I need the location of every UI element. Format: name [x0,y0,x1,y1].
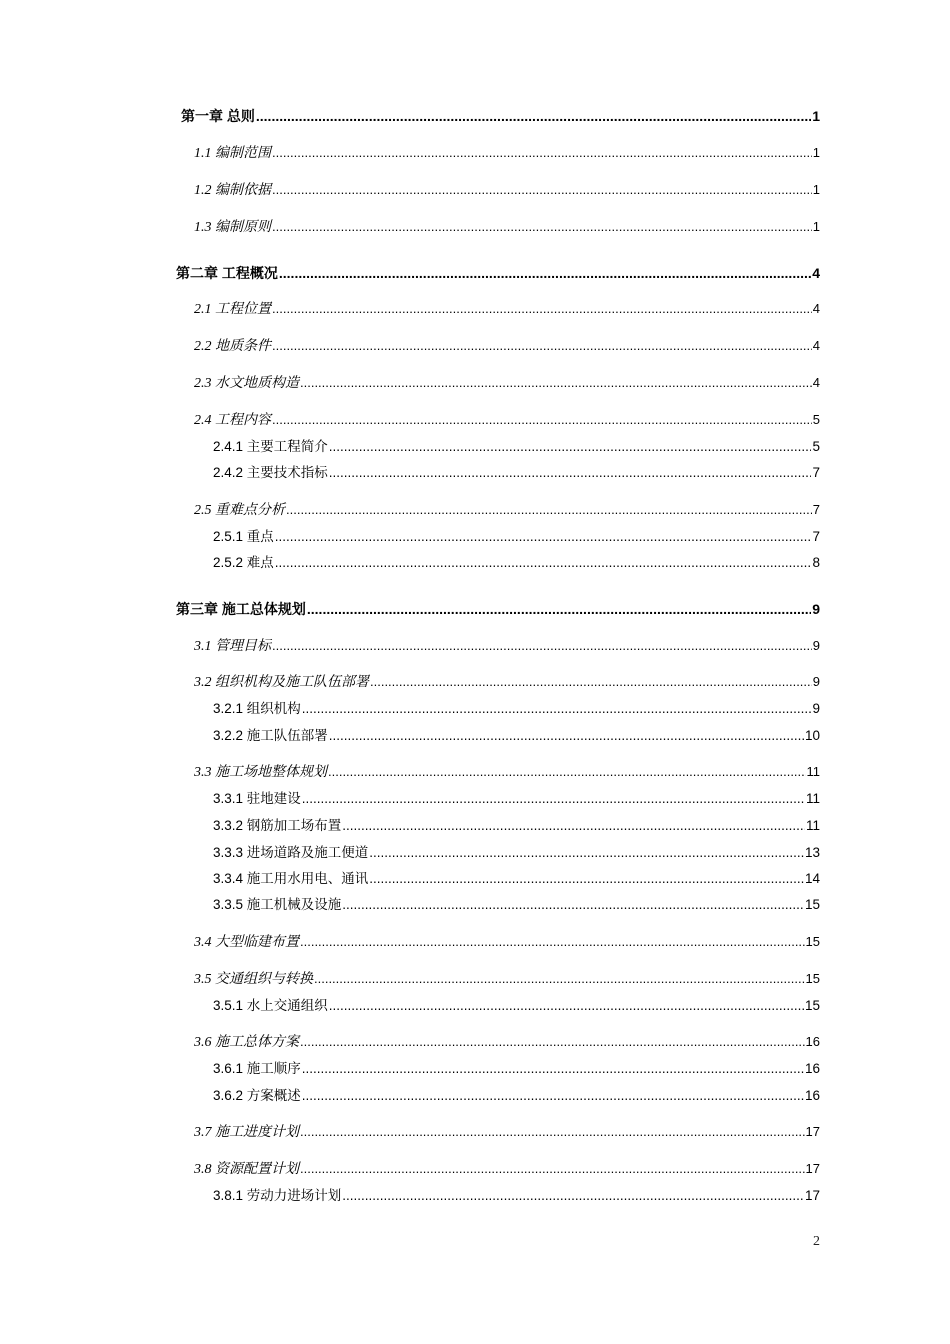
dot-leader [342,816,805,836]
toc-section[interactable] [194,180,820,200]
toc-page-number: 11 [805,791,820,806]
toc-title: 3.3.3 进场道路及施工便道 [213,845,369,860]
toc-page-number: 13 [804,845,820,860]
dot-leader [272,336,812,356]
toc-subsection[interactable] [213,437,820,457]
toc-subsection[interactable] [213,789,820,809]
toc-title: 2.3 水文地质构造 [194,376,299,391]
toc-page-number: 4 [812,375,820,390]
toc-section[interactable] [194,932,820,952]
toc-page-number: 9 [812,601,820,617]
dot-leader [329,463,812,483]
toc-section[interactable] [194,636,820,656]
toc-title: 3.4 大型临建布置 [194,935,299,950]
dot-leader [275,527,812,547]
toc-section[interactable] [194,762,820,782]
toc-title: 第一章 总则 [181,108,255,124]
toc-subsection[interactable] [213,726,820,746]
dot-leader [272,143,812,163]
dot-leader [369,869,804,889]
toc-page-number: 16 [805,1034,820,1049]
dot-leader [256,106,811,126]
toc-subsection[interactable] [213,699,820,719]
dot-leader [329,996,804,1016]
toc-title: 2.5 重难点分析 [194,503,285,518]
toc-subsection[interactable] [213,553,820,573]
toc-section[interactable] [194,969,820,989]
toc-title: 3.5 交通组织与转换 [194,972,313,987]
dot-leader [275,553,812,573]
toc-page-number: 17 [804,1188,820,1203]
dot-leader [300,1032,805,1052]
toc-page-number: 4 [812,301,820,316]
toc-title: 3.6.2 方案概述 [213,1088,301,1103]
toc-title: 3.8.1 劳动力进场计划 [213,1188,342,1203]
toc-page-number: 4 [812,265,820,281]
toc-page-number: 1 [812,182,820,197]
dot-leader [328,762,806,782]
toc-title: 1.2 编制依据 [194,183,271,198]
toc-title: 3.1 管理目标 [194,639,271,654]
toc-section[interactable] [194,143,820,163]
toc-title: 第二章 工程概况 [176,265,278,281]
toc-chapter[interactable] [176,599,820,619]
toc-page-number: 1 [812,145,820,160]
toc-title: 2.5.2 难点 [213,555,274,570]
toc-title: 3.6 施工总体方案 [194,1035,299,1050]
toc-subsection[interactable] [213,869,820,889]
dot-leader [300,1159,805,1179]
toc-section[interactable] [194,217,820,237]
toc-page-number: 11 [806,764,820,779]
toc-title: 3.3.1 驻地建设 [213,791,301,806]
toc-page-number: 1 [812,219,820,234]
toc-page-number: 10 [804,728,820,743]
dot-leader [272,410,812,430]
toc-title: 第三章 施工总体规划 [176,601,306,617]
dot-leader [329,437,812,457]
toc-page-number: 9 [812,638,820,653]
dot-leader [342,1186,804,1206]
toc-page-number: 16 [804,1088,820,1103]
toc-title: 3.5.1 水上交通组织 [213,998,328,1013]
toc-title: 3.8 资源配置计划 [194,1162,299,1177]
toc-title: 2.4.1 主要工程简介 [213,439,328,454]
dot-leader [302,1086,804,1106]
toc-title: 2.5.1 重点 [213,529,274,544]
toc-title: 3.3.2 钢筋加工场布置 [213,818,342,833]
toc-title: 1.3 编制原则 [194,220,271,235]
dot-leader [302,699,812,719]
toc-section[interactable] [194,1122,820,1142]
dot-leader [314,969,805,989]
dot-leader [342,895,804,915]
toc-title: 1.1 编制范围 [194,146,271,161]
toc-page-number: 11 [805,818,820,833]
toc-chapter[interactable] [176,263,820,283]
toc-title: 3.2.2 施工队伍部署 [213,728,328,743]
toc-page-number: 17 [805,1124,820,1139]
toc-title: 2.4.2 主要技术指标 [213,465,328,480]
toc-subsection[interactable] [213,1186,820,1206]
toc-section[interactable] [194,336,820,356]
dot-leader [329,726,804,746]
toc-section[interactable] [194,373,820,393]
dot-leader [272,299,812,319]
dot-leader [272,180,812,200]
page-number: 2 [813,1234,820,1249]
toc-page-number: 17 [805,1161,820,1176]
toc-page-number: 1 [812,108,820,124]
toc-page-number: 15 [805,934,820,949]
dot-leader [302,789,805,809]
toc-page-number: 5 [812,412,820,427]
dot-leader [300,373,812,393]
toc-page-number: 7 [812,502,820,517]
toc-title: 2.2 地质条件 [194,339,271,354]
dot-leader [286,500,812,520]
toc-page-number: 5 [812,439,820,454]
toc-page-number: 9 [812,701,820,716]
toc-section[interactable] [194,299,820,319]
toc-subsection[interactable] [213,527,820,547]
toc-subsection[interactable] [213,1059,820,1079]
dot-leader [369,843,804,863]
toc-title: 3.2 组织机构及施工队伍部署 [194,675,369,690]
dot-leader [370,672,812,692]
toc-page-number: 15 [804,897,820,912]
toc-chapter[interactable] [181,106,820,126]
dot-leader [272,636,812,656]
toc-title: 3.3 施工场地整体规划 [194,765,327,780]
toc-page-number: 15 [805,971,820,986]
dot-leader [300,932,805,952]
toc-page-number: 8 [812,555,820,570]
toc-subsection[interactable] [213,816,820,836]
toc-subsection[interactable] [213,895,820,915]
toc-subsection[interactable] [213,1086,820,1106]
toc-section[interactable] [194,672,820,692]
toc-subsection[interactable] [213,463,820,483]
toc-title: 3.2.1 组织机构 [213,701,301,716]
toc-section[interactable] [194,410,820,430]
toc-section[interactable] [194,500,820,520]
toc-subsection[interactable] [213,843,820,863]
dot-leader [302,1059,804,1079]
toc-page-number: 15 [804,998,820,1013]
toc-title: 3.7 施工进度计划 [194,1125,299,1140]
toc-section[interactable] [194,1032,820,1052]
toc-title: 2.1 工程位置 [194,302,271,317]
dot-leader [279,263,811,283]
toc-title: 3.3.4 施工用水用电、通讯 [213,871,369,886]
dot-leader [272,217,812,237]
toc-page-number: 7 [812,465,820,480]
dot-leader [307,599,811,619]
toc-subsection[interactable] [213,996,820,1016]
toc-title: 3.6.1 施工顺序 [213,1061,301,1076]
toc-page-number: 4 [812,338,820,353]
toc-section[interactable] [194,1159,820,1179]
toc-page-number: 9 [812,674,820,689]
toc-title: 3.3.5 施工机械及设施 [213,897,342,912]
toc-page-number: 14 [804,871,820,886]
dot-leader [300,1122,805,1142]
toc-page-number: 7 [812,529,820,544]
toc-page-number: 16 [804,1061,820,1076]
toc-title: 2.4 工程内容 [194,413,271,428]
